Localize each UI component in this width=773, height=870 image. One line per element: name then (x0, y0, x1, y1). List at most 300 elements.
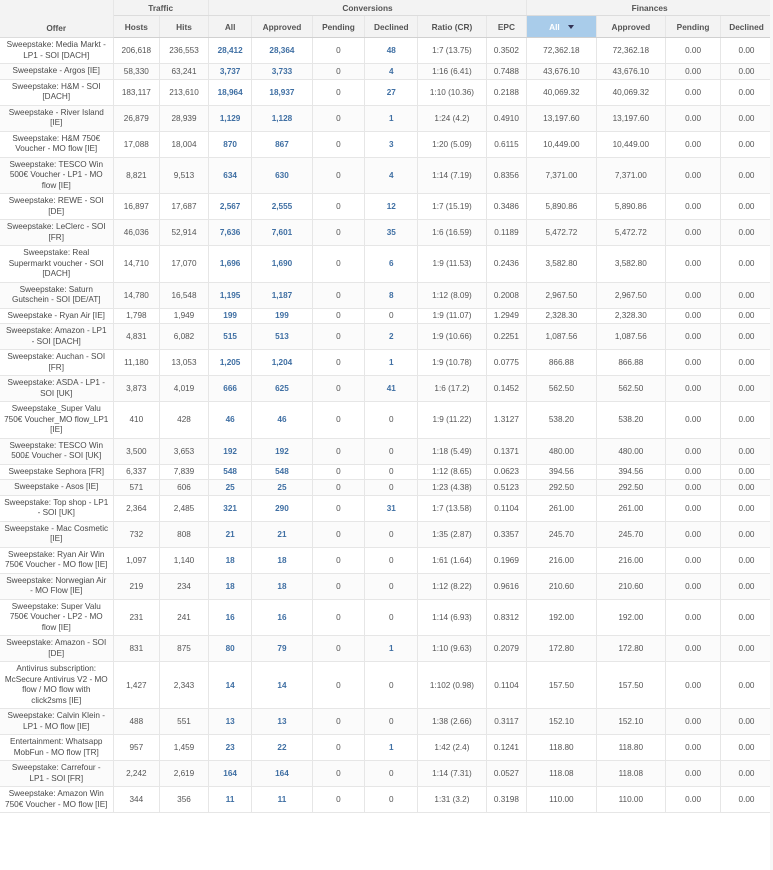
conv-declined-cell: 4 (365, 64, 418, 80)
table-row[interactable] (0, 547, 773, 573)
column-header-offer[interactable]: Offer (0, 0, 113, 38)
conv-all-cell: 1,129 (208, 105, 252, 131)
conv-declined-cell: 0 (365, 402, 418, 439)
fin-approved-cell: 43,676.10 (596, 64, 665, 80)
conv-declined-cell: 12 (365, 194, 418, 220)
fin-declined-cell: 0.00 (721, 547, 773, 573)
conv-all-cell: 1,696 (208, 246, 252, 283)
conv-all-cell: 3,737 (208, 64, 252, 80)
hits-cell: 606 (160, 480, 209, 496)
ratio-cell: 1:31 (3.2) (418, 787, 486, 813)
epc-cell: 0.2008 (486, 282, 527, 308)
table-row[interactable] (0, 64, 773, 80)
conv-declined-cell: 0 (365, 761, 418, 787)
fin-declined-cell: 0.00 (721, 495, 773, 521)
hits-cell: 428 (160, 402, 209, 439)
fin-all-cell: 157.50 (527, 662, 596, 709)
fin-pending-cell: 0.00 (666, 402, 721, 439)
table-row[interactable] (0, 324, 773, 350)
conv-pending-cell: 0 (312, 246, 365, 283)
conv-approved-cell: 1,187 (252, 282, 312, 308)
fin-declined-cell: 0.00 (721, 64, 773, 80)
conv-approved-cell: 1,690 (252, 246, 312, 283)
fin-pending-cell: 0.00 (666, 38, 721, 64)
ratio-cell: 1:10 (9.63) (418, 636, 486, 662)
hosts-cell: 26,879 (113, 105, 160, 131)
ratio-cell: 1:9 (11.22) (418, 402, 486, 439)
group-header-conversions: Conversions (208, 0, 526, 16)
hosts-cell: 732 (113, 521, 160, 547)
fin-pending-cell: 0.00 (666, 787, 721, 813)
fin-approved-cell: 5,890.86 (596, 194, 665, 220)
fin-pending-cell: 0.00 (666, 761, 721, 787)
table-row[interactable] (0, 308, 773, 324)
fin-declined-cell: 0.00 (721, 402, 773, 439)
table-row[interactable] (0, 735, 773, 761)
fin-all-cell: 1,087.56 (527, 324, 596, 350)
table-row[interactable] (0, 787, 773, 813)
column-header-conv-pending[interactable]: Pending (312, 16, 365, 38)
conv-declined-cell: 0 (365, 709, 418, 735)
table-row[interactable] (0, 521, 773, 547)
offer-cell: Sweepstake: TESCO Win 500€ Voucher - LP1 - MO flow [IE] (0, 157, 113, 194)
fin-declined-cell: 0.00 (721, 79, 773, 105)
hits-cell: 213,610 (160, 79, 209, 105)
table-row[interactable] (0, 662, 773, 709)
conv-pending-cell: 0 (312, 402, 365, 439)
column-header-hits[interactable]: Hits (160, 16, 209, 38)
ratio-cell: 1:6 (16.59) (418, 220, 486, 246)
fin-declined-cell: 0.00 (721, 761, 773, 787)
fin-declined-cell: 0.00 (721, 246, 773, 283)
fin-pending-cell: 0.00 (666, 282, 721, 308)
fin-pending-cell: 0.00 (666, 438, 721, 464)
conv-all-cell: 21 (208, 521, 252, 547)
conv-declined-cell: 0 (365, 573, 418, 599)
offer-cell: Sweepstake: Auchan - SOI [FR] (0, 350, 113, 376)
fin-approved-cell: 10,449.00 (596, 131, 665, 157)
ratio-cell: 1:9 (10.66) (418, 324, 486, 350)
conv-all-cell: 46 (208, 402, 252, 439)
hosts-cell: 11,180 (113, 350, 160, 376)
epc-cell: 0.2079 (486, 636, 527, 662)
fin-pending-cell: 0.00 (666, 547, 721, 573)
epc-cell: 0.8356 (486, 157, 527, 194)
conv-approved-cell: 21 (252, 521, 312, 547)
table-row[interactable] (0, 761, 773, 787)
conv-approved-cell: 46 (252, 402, 312, 439)
conv-approved-cell: 22 (252, 735, 312, 761)
conv-declined-cell: 0 (365, 308, 418, 324)
offer-cell: Sweepstake: Saturn Gutschein - SOI [DE/AT] (0, 282, 113, 308)
epc-cell: 0.3502 (486, 38, 527, 64)
table-row[interactable] (0, 131, 773, 157)
conv-all-cell: 515 (208, 324, 252, 350)
column-header-conv-all[interactable]: All (208, 16, 252, 38)
conv-all-cell: 80 (208, 636, 252, 662)
epc-cell: 0.3486 (486, 194, 527, 220)
fin-declined-cell: 0.00 (721, 599, 773, 636)
fin-approved-cell: 118.08 (596, 761, 665, 787)
ratio-cell: 1:9 (10.78) (418, 350, 486, 376)
conv-declined-cell: 0 (365, 547, 418, 573)
hits-cell: 18,004 (160, 131, 209, 157)
conv-pending-cell: 0 (312, 735, 365, 761)
conv-approved-cell: 164 (252, 761, 312, 787)
fin-all-cell: 110.00 (527, 787, 596, 813)
conv-all-cell: 18 (208, 547, 252, 573)
ratio-cell: 1:14 (7.19) (418, 157, 486, 194)
conv-approved-cell: 630 (252, 157, 312, 194)
epc-cell: 0.0623 (486, 464, 527, 480)
hosts-cell: 219 (113, 573, 160, 599)
fin-declined-cell: 0.00 (721, 350, 773, 376)
offer-cell: Sweepstake: Norwegian Air - MO Flow [IE] (0, 573, 113, 599)
conv-approved-cell: 1,128 (252, 105, 312, 131)
column-header-fin-declined[interactable]: Declined (721, 16, 773, 38)
conv-pending-cell: 0 (312, 194, 365, 220)
fin-approved-cell: 394.56 (596, 464, 665, 480)
fin-declined-cell: 0.00 (721, 787, 773, 813)
conv-declined-cell: 41 (365, 376, 418, 402)
fin-all-cell: 192.00 (527, 599, 596, 636)
fin-all-cell: 72,362.18 (527, 38, 596, 64)
table-body (0, 38, 773, 813)
column-header-epc[interactable]: EPC (486, 16, 527, 38)
conv-pending-cell: 0 (312, 573, 365, 599)
fin-all-cell: 394.56 (527, 464, 596, 480)
ratio-cell: 1:7 (13.75) (418, 38, 486, 64)
table-row[interactable] (0, 599, 773, 636)
fin-declined-cell: 0.00 (721, 38, 773, 64)
table-row[interactable] (0, 480, 773, 496)
hits-cell: 4,019 (160, 376, 209, 402)
conv-declined-cell: 4 (365, 157, 418, 194)
epc-cell: 1.3127 (486, 402, 527, 439)
column-header-fin-all-sorted[interactable] (527, 16, 596, 38)
fin-approved-cell: 292.50 (596, 480, 665, 496)
conv-all-cell: 25 (208, 480, 252, 496)
conv-pending-cell: 0 (312, 521, 365, 547)
fin-pending-cell: 0.00 (666, 495, 721, 521)
fin-all-cell: 245.70 (527, 521, 596, 547)
ratio-cell: 1:23 (4.38) (418, 480, 486, 496)
offer-cell: Sweepstake: TESCO Win 500£ Voucher - SOI [UK] (0, 438, 113, 464)
hosts-cell: 8,821 (113, 157, 160, 194)
conv-all-cell: 634 (208, 157, 252, 194)
fin-all-cell: 3,582.80 (527, 246, 596, 283)
column-header-ratio[interactable]: Ratio (CR) (418, 16, 486, 38)
fin-all-cell: 172.80 (527, 636, 596, 662)
fin-approved-cell: 245.70 (596, 521, 665, 547)
hits-cell: 3,653 (160, 438, 209, 464)
epc-cell: 0.0527 (486, 761, 527, 787)
conv-approved-cell: 13 (252, 709, 312, 735)
conv-pending-cell: 0 (312, 79, 365, 105)
column-header-conv-declined[interactable]: Declined (365, 16, 418, 38)
conv-declined-cell: 1 (365, 636, 418, 662)
conv-all-cell: 164 (208, 761, 252, 787)
fin-approved-cell: 157.50 (596, 662, 665, 709)
conv-declined-cell: 0 (365, 787, 418, 813)
hits-cell: 875 (160, 636, 209, 662)
conv-approved-cell: 16 (252, 599, 312, 636)
fin-all-cell: 292.50 (527, 480, 596, 496)
conv-all-cell: 321 (208, 495, 252, 521)
offer-cell: Sweepstake - River Island [IE] (0, 105, 113, 131)
offer-cell: Sweepstake: H&M - SOI [DACH] (0, 79, 113, 105)
ratio-cell: 1:9 (11.07) (418, 308, 486, 324)
fin-declined-cell: 0.00 (721, 105, 773, 131)
hits-cell: 16,548 (160, 282, 209, 308)
fin-declined-cell: 0.00 (721, 464, 773, 480)
conv-pending-cell: 0 (312, 787, 365, 813)
offer-cell: Sweepstake: Calvin Klein - LP1 - MO flow [IE] (0, 709, 113, 735)
fin-approved-cell: 5,472.72 (596, 220, 665, 246)
conv-approved-cell: 28,364 (252, 38, 312, 64)
conv-declined-cell: 31 (365, 495, 418, 521)
hosts-cell: 571 (113, 480, 160, 496)
table-row[interactable] (0, 105, 773, 131)
fin-all-cell: 118.08 (527, 761, 596, 787)
fin-declined-cell: 0.00 (721, 157, 773, 194)
fin-approved-cell: 40,069.32 (596, 79, 665, 105)
conv-all-cell: 23 (208, 735, 252, 761)
hits-cell: 236,553 (160, 38, 209, 64)
offer-cell: Sweepstake: Media Markt - LP1 - SOI [DACH] (0, 38, 113, 64)
table-row[interactable] (0, 438, 773, 464)
fin-declined-cell: 0.00 (721, 662, 773, 709)
conv-pending-cell: 0 (312, 761, 365, 787)
conv-approved-cell: 192 (252, 438, 312, 464)
conv-all-cell: 666 (208, 376, 252, 402)
fin-all-cell: 5,890.86 (527, 194, 596, 220)
column-header-hosts[interactable]: Hosts (113, 16, 160, 38)
epc-cell: 0.3198 (486, 787, 527, 813)
ratio-cell: 1:24 (4.2) (418, 105, 486, 131)
conv-pending-cell: 0 (312, 709, 365, 735)
fin-pending-cell: 0.00 (666, 194, 721, 220)
fin-all-cell: 2,967.50 (527, 282, 596, 308)
fin-declined-cell: 0.00 (721, 324, 773, 350)
hits-cell: 6,082 (160, 324, 209, 350)
fin-approved-cell: 2,328.30 (596, 308, 665, 324)
table-row[interactable] (0, 220, 773, 246)
fin-all-cell: 7,371.00 (527, 157, 596, 194)
fin-declined-cell: 0.00 (721, 131, 773, 157)
hosts-cell: 3,500 (113, 438, 160, 464)
hosts-cell: 183,117 (113, 79, 160, 105)
fin-pending-cell: 0.00 (666, 464, 721, 480)
offer-cell: Sweepstake: LeClerc - SOI [FR] (0, 220, 113, 246)
fin-approved-cell: 118.80 (596, 735, 665, 761)
fin-pending-cell: 0.00 (666, 636, 721, 662)
offer-cell: Sweepstake - Mac Cosmetic [IE] (0, 521, 113, 547)
hits-cell: 9,513 (160, 157, 209, 194)
conv-approved-cell: 79 (252, 636, 312, 662)
conv-pending-cell: 0 (312, 324, 365, 350)
fin-pending-cell: 0.00 (666, 662, 721, 709)
hits-cell: 63,241 (160, 64, 209, 80)
hits-cell: 808 (160, 521, 209, 547)
table-row[interactable] (0, 194, 773, 220)
fin-pending-cell: 0.00 (666, 246, 721, 283)
table-row[interactable] (0, 79, 773, 105)
fin-declined-cell: 0.00 (721, 438, 773, 464)
conv-approved-cell: 3,733 (252, 64, 312, 80)
table-row[interactable] (0, 402, 773, 439)
header-group-row (0, 0, 773, 16)
offer-cell: Sweepstake_Super Valu 750€ Voucher_MO flow_LP1 [IE] (0, 402, 113, 439)
hits-cell: 1,949 (160, 308, 209, 324)
epc-cell: 0.1969 (486, 547, 527, 573)
epc-cell: 0.2436 (486, 246, 527, 283)
column-header-fin-all-label: All (549, 21, 560, 32)
conv-declined-cell: 6 (365, 246, 418, 283)
fin-approved-cell: 152.10 (596, 709, 665, 735)
fin-all-cell: 152.10 (527, 709, 596, 735)
fin-approved-cell: 866.88 (596, 350, 665, 376)
hosts-cell: 344 (113, 787, 160, 813)
fin-declined-cell: 0.00 (721, 521, 773, 547)
fin-all-cell: 13,197.60 (527, 105, 596, 131)
ratio-cell: 1:42 (2.4) (418, 735, 486, 761)
fin-declined-cell: 0.00 (721, 220, 773, 246)
fin-declined-cell: 0.00 (721, 282, 773, 308)
caret-down-icon (568, 25, 574, 29)
table-row[interactable] (0, 376, 773, 402)
hits-cell: 28,939 (160, 105, 209, 131)
conv-all-cell: 2,567 (208, 194, 252, 220)
table-row[interactable] (0, 282, 773, 308)
fin-approved-cell: 192.00 (596, 599, 665, 636)
hits-cell: 13,053 (160, 350, 209, 376)
fin-declined-cell: 0.00 (721, 636, 773, 662)
fin-pending-cell: 0.00 (666, 220, 721, 246)
epc-cell: 0.3357 (486, 521, 527, 547)
fin-all-cell: 2,328.30 (527, 308, 596, 324)
epc-cell: 0.1452 (486, 376, 527, 402)
fin-all-cell: 866.88 (527, 350, 596, 376)
header-column-row (0, 16, 773, 38)
hosts-cell: 957 (113, 735, 160, 761)
offer-cell: Sweepstake - Asos [IE] (0, 480, 113, 496)
ratio-cell: 1:61 (1.64) (418, 547, 486, 573)
conv-pending-cell: 0 (312, 636, 365, 662)
hosts-cell: 1,097 (113, 547, 160, 573)
fin-pending-cell: 0.00 (666, 735, 721, 761)
conv-pending-cell: 0 (312, 157, 365, 194)
epc-cell: 0.4910 (486, 105, 527, 131)
hits-cell: 1,459 (160, 735, 209, 761)
fin-approved-cell: 3,582.80 (596, 246, 665, 283)
conv-declined-cell: 48 (365, 38, 418, 64)
column-header-conv-approved[interactable]: Approved (252, 16, 312, 38)
ratio-cell: 1:35 (2.87) (418, 521, 486, 547)
fin-approved-cell: 2,967.50 (596, 282, 665, 308)
table-row[interactable] (0, 464, 773, 480)
fin-all-cell: 118.80 (527, 735, 596, 761)
fin-declined-cell: 0.00 (721, 194, 773, 220)
epc-cell: 0.6115 (486, 131, 527, 157)
conv-declined-cell: 0 (365, 521, 418, 547)
conv-pending-cell: 0 (312, 480, 365, 496)
fin-approved-cell: 210.60 (596, 573, 665, 599)
hits-cell: 17,687 (160, 194, 209, 220)
fin-declined-cell: 0.00 (721, 308, 773, 324)
conv-pending-cell: 0 (312, 599, 365, 636)
hosts-cell: 488 (113, 709, 160, 735)
ratio-cell: 1:7 (15.19) (418, 194, 486, 220)
conv-approved-cell: 18 (252, 573, 312, 599)
column-header-fin-pending[interactable]: Pending (666, 16, 721, 38)
conv-approved-cell: 18,937 (252, 79, 312, 105)
epc-cell: 1.2949 (486, 308, 527, 324)
fin-all-cell: 43,676.10 (527, 64, 596, 80)
fin-pending-cell: 0.00 (666, 376, 721, 402)
conv-declined-cell: 0 (365, 662, 418, 709)
hits-cell: 1,140 (160, 547, 209, 573)
epc-cell: 0.7488 (486, 64, 527, 80)
fin-all-cell: 10,449.00 (527, 131, 596, 157)
table-row[interactable] (0, 636, 773, 662)
table-row[interactable] (0, 350, 773, 376)
fin-pending-cell: 0.00 (666, 131, 721, 157)
fin-declined-cell: 0.00 (721, 735, 773, 761)
conv-declined-cell: 1 (365, 105, 418, 131)
fin-all-cell: 216.00 (527, 547, 596, 573)
fin-pending-cell: 0.00 (666, 480, 721, 496)
hosts-cell: 831 (113, 636, 160, 662)
table-row[interactable] (0, 495, 773, 521)
fin-all-cell: 538.20 (527, 402, 596, 439)
fin-approved-cell: 1,087.56 (596, 324, 665, 350)
epc-cell: 0.5123 (486, 480, 527, 496)
fin-pending-cell: 0.00 (666, 157, 721, 194)
offer-cell: Sweepstake: REWE - SOI [DE] (0, 194, 113, 220)
conv-declined-cell: 0 (365, 438, 418, 464)
ratio-cell: 1:20 (5.09) (418, 131, 486, 157)
table-row[interactable] (0, 38, 773, 64)
table-row[interactable] (0, 573, 773, 599)
conv-approved-cell: 199 (252, 308, 312, 324)
epc-cell: 0.2188 (486, 79, 527, 105)
ratio-cell: 1:14 (7.31) (418, 761, 486, 787)
hits-cell: 2,619 (160, 761, 209, 787)
table-row[interactable] (0, 709, 773, 735)
table-row[interactable] (0, 246, 773, 283)
epc-cell: 0.1104 (486, 662, 527, 709)
conv-pending-cell: 0 (312, 376, 365, 402)
hosts-cell: 14,780 (113, 282, 160, 308)
fin-pending-cell: 0.00 (666, 64, 721, 80)
table-row[interactable] (0, 157, 773, 194)
table-header (0, 0, 773, 38)
fin-approved-cell: 538.20 (596, 402, 665, 439)
offer-cell: Sweepstake: ASDA - LP1 - SOI [UK] (0, 376, 113, 402)
conv-all-cell: 548 (208, 464, 252, 480)
ratio-cell: 1:12 (8.65) (418, 464, 486, 480)
fin-approved-cell: 480.00 (596, 438, 665, 464)
column-header-fin-approved[interactable]: Approved (596, 16, 665, 38)
epc-cell: 0.3117 (486, 709, 527, 735)
conv-declined-cell: 0 (365, 480, 418, 496)
conv-pending-cell: 0 (312, 662, 365, 709)
group-header-traffic: Traffic (113, 0, 208, 16)
hosts-cell: 17,088 (113, 131, 160, 157)
conv-all-cell: 192 (208, 438, 252, 464)
fin-pending-cell: 0.00 (666, 324, 721, 350)
